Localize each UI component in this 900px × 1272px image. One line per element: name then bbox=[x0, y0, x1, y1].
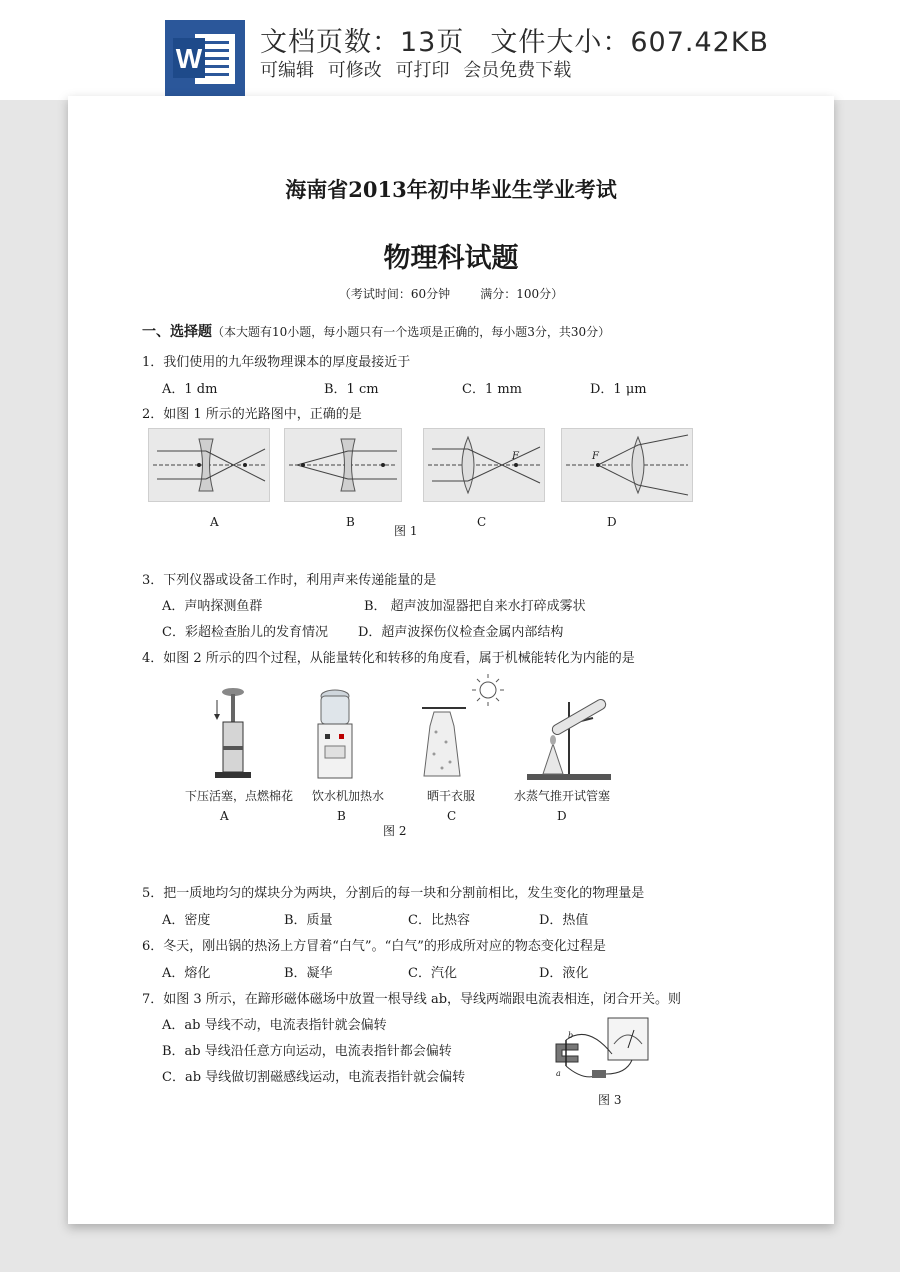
exam-title: 海南省2013年初中毕业生学业考试 bbox=[285, 177, 617, 202]
focus-label-c: F bbox=[512, 451, 519, 462]
word-document-icon bbox=[165, 20, 245, 96]
fig2-text-a: 下压活塞，点燃棉花 bbox=[185, 789, 294, 803]
fig1-caption: 图 1 bbox=[394, 524, 418, 538]
q1-option-c: C．1 mm bbox=[462, 382, 523, 397]
question-4: 4．如图 2 所示的四个过程，从能量转化和转移的角度看，属于机械能转化为内能的是 bbox=[142, 651, 635, 666]
fig1-letter-d: D bbox=[607, 515, 617, 529]
piston-syringe-illustration bbox=[203, 686, 263, 784]
exam-time: （考试时间：60分钟 bbox=[338, 287, 451, 301]
q3-option-a: A．声呐探测鱼群 bbox=[162, 599, 263, 614]
file-size: 文件大小：607.42KB bbox=[490, 27, 770, 58]
fig2-text-b: 饮水机加热水 bbox=[312, 789, 385, 803]
lens-diagram-d bbox=[561, 428, 693, 502]
q7-option-a: A．ab 导线不动，电流表指针就会偏转 bbox=[162, 1018, 387, 1033]
question-3: 3．下列仪器或设备工作时，利用声来传递能量的是 bbox=[142, 573, 437, 588]
fig2-letter-a: A bbox=[220, 809, 229, 823]
feature-modifiable: 可修改 bbox=[327, 60, 382, 81]
q1-option-a: A．1 dm bbox=[162, 382, 218, 397]
q3-option-b: B． 超声波加湿器把自来水打碎成雾状 bbox=[364, 599, 586, 614]
q3-option-c: C．彩超检查胎儿的发育情况 bbox=[162, 625, 328, 640]
q5-option-c: C．比热容 bbox=[408, 913, 470, 928]
question-1: 1．我们使用的九年级物理课本的厚度最接近于 bbox=[142, 355, 411, 370]
fig2-text-c: 晒干衣服 bbox=[427, 789, 476, 803]
svg-text:b: b bbox=[568, 1031, 574, 1040]
test-tube-steam-illustration bbox=[523, 694, 615, 784]
section-heading bbox=[142, 321, 610, 341]
fig2-letter-c: C bbox=[447, 809, 457, 823]
feature-editable: 可编辑 bbox=[260, 60, 314, 81]
exam-score: 满分：100分） bbox=[480, 287, 564, 301]
fig2-letter-d: D bbox=[557, 809, 567, 823]
q7-option-b: B．ab 导线沿任意方向运动，电流表指针都会偏转 bbox=[162, 1044, 452, 1059]
q1-option-d: D．1 μm bbox=[590, 382, 647, 397]
fig2-text-d: 水蒸气推开试管塞 bbox=[514, 789, 611, 803]
q7-option-c: C．ab 导线做切割磁感线运动，电流表指针就会偏转 bbox=[162, 1070, 466, 1085]
fig3-caption: 图 3 bbox=[598, 1093, 622, 1107]
fig2-letter-b: B bbox=[337, 809, 346, 823]
svg-text:W: W bbox=[175, 43, 203, 74]
fig1-letter-c: C bbox=[477, 515, 487, 529]
water-dispenser-illustration bbox=[313, 688, 357, 782]
document-meta bbox=[260, 20, 769, 59]
fig2-caption: 图 2 bbox=[383, 824, 407, 838]
q3-option-d: D．超声波探伤仪检查金属内部结构 bbox=[358, 625, 564, 640]
question-5: 5．把一质地均匀的煤块分为两块，分割后的每一块和分割前相比，发生变化的物理量是 bbox=[142, 886, 645, 901]
q6-option-a: A．熔化 bbox=[162, 966, 211, 981]
document-page bbox=[68, 96, 834, 1224]
fig1-letter-b: B bbox=[346, 515, 355, 529]
lens-diagram-a bbox=[148, 428, 270, 502]
question-7: 7．如图 3 所示，在蹄形磁体磁场中放置一根导线 ab，导线两端跟电流表相连，闭合开关。则 bbox=[142, 992, 682, 1007]
q1-option-b: B．1 cm bbox=[324, 382, 379, 397]
q6-option-b: B．凝华 bbox=[284, 966, 333, 981]
question-6: 6．冬天，刚出锅的热汤上方冒着“白气”。“白气”的形成所对应的物态变化过程是 bbox=[142, 939, 606, 954]
question-2: 2．如图 1 所示的光路图中，正确的是 bbox=[142, 407, 362, 422]
q6-option-d: D．液化 bbox=[539, 966, 589, 981]
q5-option-b: B．质量 bbox=[284, 913, 333, 928]
feature-member-download: 会员免费下载 bbox=[463, 60, 572, 81]
magnet-ammeter-illustration bbox=[552, 1014, 652, 1086]
q6-option-c: C．汽化 bbox=[408, 966, 457, 981]
sun-drying-clothes-illustration bbox=[418, 672, 514, 784]
page-count: 文档页数：13页 bbox=[260, 27, 465, 58]
feature-printable: 可打印 bbox=[395, 60, 450, 81]
focus-label-d: F bbox=[592, 451, 599, 462]
q5-option-d: D．热值 bbox=[539, 913, 589, 928]
lens-diagram-b bbox=[284, 428, 402, 502]
section-note: （本大题有10小题，每小题只有一个选项是正确的，每小题3分，共30分） bbox=[212, 325, 611, 339]
feature-list bbox=[260, 56, 579, 82]
exam-subtitle: 物理科试题 bbox=[383, 243, 519, 274]
q5-option-a: A．密度 bbox=[162, 913, 211, 928]
svg-text:a: a bbox=[556, 1069, 561, 1078]
exam-info bbox=[68, 285, 834, 302]
lens-diagram-c bbox=[423, 428, 545, 502]
section-title: 一、选择题 bbox=[142, 324, 212, 340]
fig1-letter-a: A bbox=[210, 515, 219, 529]
